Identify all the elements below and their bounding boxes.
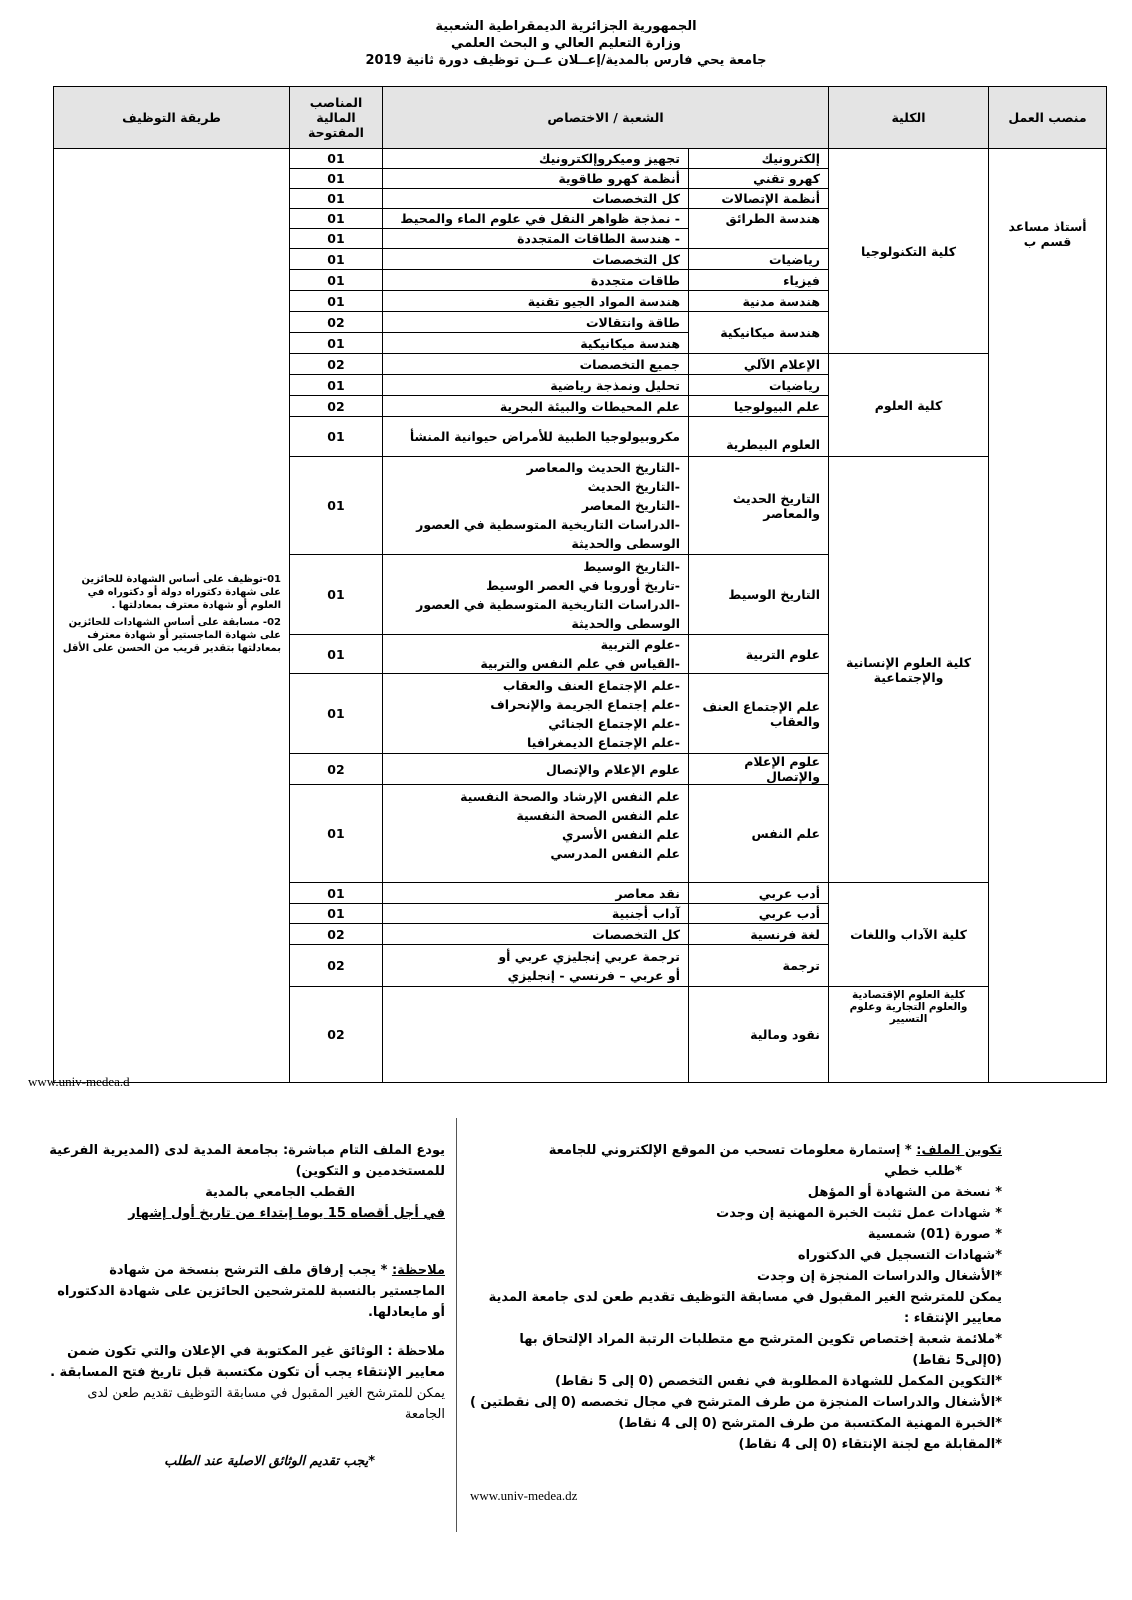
branch-cell: كهرو تقني [689, 169, 829, 189]
spec-cell: علوم الإعلام والإتصال [383, 754, 689, 785]
document-header [0, 18, 1132, 69]
spec-cell: جميع التخصصات [383, 354, 689, 375]
spec-cell: تجهيز وميكروإلكترونيك [383, 149, 689, 169]
file-line: *ملائمة شعبة إختصاص تكوين المترشح مع متطلبات الرتبة المراد الإلتحاق بها [519, 1332, 1002, 1347]
spec-cell: كل التخصصات [383, 189, 689, 209]
spec-line: الوسطى والحديثة [571, 615, 680, 631]
branch-cell: أنظمة الإتصالات [689, 189, 829, 209]
posts-cell: 01 [290, 149, 383, 169]
spec-cell: علم المحيطات والبيئة البحرية [383, 396, 689, 417]
branch-cell: رياضيات [689, 375, 829, 396]
header-method: طريقة التوظيف [54, 87, 290, 149]
spec-cell: هندسة ميكانيكية [383, 333, 689, 354]
spec-cell [383, 635, 689, 674]
method-item-2: 02- مسابقة على أساس الشهادات للحائزين على شهادة الماجستير أو شهادة معترف بمعادلتها بتقدير قريب من الحسن على الأقل [62, 616, 281, 654]
file-line: *المقابلة مع لجنة الإنتقاء (0 إلى 4 نقاط) [738, 1437, 1002, 1452]
deposit-line: يودع الملف التام مباشرة: بجامعة المدية لدى (المديرية الفرعية [49, 1143, 445, 1158]
posts-cell: 01 [290, 249, 383, 270]
file-title: تكوين الملف: [916, 1143, 1002, 1158]
posts-cell: 02 [290, 924, 383, 945]
position-cell: أستاذ مساعد قسم ب [989, 149, 1107, 1083]
posts-cell: 01 [290, 270, 383, 291]
branch-cell: فيزياء [689, 270, 829, 291]
branch-cell: الإعلام الآلي [689, 354, 829, 375]
branch-cell: علم النفس [689, 785, 829, 883]
spec-cell: - نمذجة ظواهر النقل في علوم الماء والمحيط [383, 209, 689, 229]
note-3: يمكن للمترشح الغير المقبول في مسابقة التوظيف تقديم طعن لدى الجامعة [87, 1386, 445, 1422]
file-line: * صورة (01) شمسية [867, 1227, 1002, 1242]
posts-cell: 02 [290, 354, 383, 375]
header-line-1: الجمهورية الجزائرية الديمقراطية الشعبية [435, 19, 697, 34]
file-line: *الأشغال والدراسات المنجزة من طرف المترشح في مجال تخصصه (0 إلى نقطتين ) [469, 1395, 1002, 1410]
spec-cell: مكروبيولوجيا الطبية للأمراض حيوانية المنشأ [383, 417, 689, 457]
posts-cell: 01 [290, 189, 383, 209]
file-line: *طلب خطي [884, 1164, 962, 1179]
posts-cell: 01 [290, 209, 383, 229]
posts-cell: 02 [290, 754, 383, 785]
spec-line: -علوم التربية [600, 637, 680, 652]
branch-cell: نقود ومالية [689, 987, 829, 1083]
faculty-hum: كلية العلوم الإنسانية والإجتماعية [829, 457, 989, 883]
file-line: *التكوين المكمل للشهادة المطلوبة في نفس التخصص (0 إلى 5 نقاط) [554, 1374, 1002, 1389]
header-specialty: الشعبة / الاختصاص [383, 87, 829, 149]
posts-cell: 01 [290, 291, 383, 312]
spec-cell: أنظمة كهرو طاقوية [383, 169, 689, 189]
spec-line: -تاريخ أوروبا في العصر الوسيط [486, 577, 680, 593]
posts-cell: 01 [290, 883, 383, 904]
spec-line: علم النفس الصحة النفسية [516, 808, 680, 823]
posts-cell: 01 [290, 904, 383, 924]
website-url-2[interactable]: www.univ-medea.dz [470, 1488, 578, 1503]
spec-cell: كل التخصصات [383, 924, 689, 945]
spec-cell [383, 785, 689, 883]
spec-cell [383, 945, 689, 987]
spec-cell: طاقات متجددة [383, 270, 689, 291]
header-faculty: الكلية [829, 87, 989, 149]
file-line: *الأشغال والدراسات المنجزة إن وجدت [757, 1269, 1002, 1284]
spec-cell: تحليل ونمذجة رياضية [383, 375, 689, 396]
header-posts: المناصب المالية المفتوحة [290, 87, 383, 149]
spec-cell [383, 457, 689, 555]
faculty-tech: كلية التكنولوجيا [829, 149, 989, 354]
posts-cell: 02 [290, 312, 383, 333]
file-line: * إستمارة معلومات تسحب من الموقع الإلكتروني للجامعة [548, 1143, 912, 1158]
posts-cell: 02 [290, 396, 383, 417]
method-item-1: 01-توظيف على أساس الشهادة للحائزين على شهادة دكتوراه دولة أو دكتوراه في العلوم أو شهادة معترف بمعادلتها . [81, 573, 281, 611]
posts-cell: 01 [290, 333, 383, 354]
spec-cell [383, 987, 689, 1083]
spec-cell [383, 555, 689, 635]
note-label: ملاحظة: [391, 1263, 445, 1278]
posts-cell: 01 [290, 375, 383, 396]
branch-cell: إلكترونيك [689, 149, 829, 169]
header-position: منصب العمل [989, 87, 1107, 149]
spec-cell: هندسة المواد الجيو تقنية [383, 291, 689, 312]
spec-line: -التاريخ الحديث [587, 479, 680, 494]
posts-cell: 01 [290, 635, 383, 674]
website-url-1[interactable]: www.univ-medea.d [28, 1074, 130, 1089]
file-title-line [432, 1140, 1002, 1161]
branch-cell: ترجمة [689, 945, 829, 987]
branch-cell: علوم الإعلام والإتصال [689, 754, 829, 785]
branch-cell: أدب عربي [689, 883, 829, 904]
header-line-3: جامعة يحي فارس بالمدية/إعــلان عــن توظيف دورة ثانية 2019 [365, 53, 767, 68]
posts-cell: 02 [290, 945, 383, 987]
branch-cell: علوم التربية [689, 635, 829, 674]
branch-cell: علم الإجتماع العنف والعقاب [689, 674, 829, 754]
branch-cell: لغة فرنسية [689, 924, 829, 945]
deposit-info [45, 1140, 445, 1472]
spec-line: -الدراسات التاريخية المتوسطية في العصور [416, 517, 680, 532]
branch-cell: هندسة الطرائق [689, 209, 829, 249]
posts-cell: 01 [290, 785, 383, 883]
table-header-row [54, 87, 1107, 149]
spec-line: -التاريخ المعاصر [581, 498, 680, 513]
spec-cell [383, 674, 689, 754]
faculty-sci: كلية العلوم [829, 354, 989, 457]
spec-line: الوسطى والحديثة [571, 536, 680, 551]
spec-line: -علم الإجتماع العنف والعقاب [502, 677, 680, 693]
posts-cell: 02 [290, 987, 383, 1083]
posts-cell: 01 [290, 555, 383, 635]
spec-line: -التاريخ الحديث والمعاصر [526, 460, 680, 475]
file-line: * نسخة من الشهادة أو المؤهل [807, 1185, 1002, 1200]
file-requirements [432, 1140, 1002, 1455]
spec-cell: كل التخصصات [383, 249, 689, 270]
file-line: (0إلى5 نقاط) [912, 1353, 1002, 1368]
deposit-line: للمستخدمين و التكوين) [295, 1164, 445, 1179]
spec-cell: آداب أجنبية [383, 904, 689, 924]
posts-cell: 01 [290, 417, 383, 457]
file-line: يمكن للمترشح الغير المقبول في مسابقة التوظيف تقديم طعن لدى جامعة المدية [488, 1290, 1002, 1305]
spec-line: علم النفس الإرشاد والصحة النفسية [460, 789, 680, 804]
spec-line: -علم إجتماع الجريمة والإنحراف [490, 696, 680, 712]
faculty-eco: كلية العلوم الإقتصادية والعلوم التجارية وعلوم التسيير [829, 987, 989, 1083]
note-1 [45, 1260, 445, 1323]
table-row [54, 149, 1107, 169]
branch-cell: علم البيولوجيا [689, 396, 829, 417]
branch-cell: التاريخ الوسيط [689, 555, 829, 635]
note-2: ملاحظة : الوثائق غير المكتوبة في الإعلان والتي تكون ضمن معايير الإنتقاء يجب أن تكون مكتسبة قبل تاريخ فتح المسابقة . [50, 1344, 445, 1380]
spec-cell: طاقة وانتقالات [383, 312, 689, 333]
note-4: *يجب تقديم الوثائق الاصلية عند الطلب [164, 1454, 375, 1469]
posts-cell: 01 [290, 229, 383, 249]
branch-cell: أدب عربي [689, 904, 829, 924]
file-line: معايير الإنتقاء : [903, 1311, 1002, 1326]
posts-cell: 01 [290, 457, 383, 555]
file-line: *الخبرة المهنية المكتسبة من طرف المترشح (0 إلى 4 نقاط) [618, 1416, 1002, 1431]
branch-cell: رياضيات [689, 249, 829, 270]
branch-cell: التاريخ الحديث والمعاصر [689, 457, 829, 555]
spec-line: -القياس في علم النفس والتربية [480, 656, 680, 671]
deposit-line: القطب الجامعي بالمدية [205, 1185, 355, 1200]
branch-cell: العلوم البيطرية [689, 417, 829, 457]
posts-cell: 01 [290, 169, 383, 189]
header-line-2: وزارة التعليم العالي و البحث العلمي [451, 36, 681, 51]
spec-line: -التاريخ الوسيط [583, 558, 680, 574]
spec-line: -الدراسات التاريخية المتوسطية في العصور [416, 596, 680, 612]
spec-line: ترجمة عربي إنجليزي عربي أو [498, 948, 680, 964]
branch-cell: هندسة ميكانيكية [689, 312, 829, 354]
deposit-line: في أجل أقصاه 15 يوما إبتداء من تاريخ أول إشهار [128, 1206, 445, 1221]
spec-cell: نقد معاصر [383, 883, 689, 904]
file-line: * شهادات عمل تثبت الخبرة المهنية إن وجدت [716, 1206, 1002, 1221]
method-cell [54, 149, 290, 1083]
recruitment-table [53, 86, 1107, 1083]
note-text: * يجب إرفاق ملف الترشح بنسخة من شهادة الماجستير بالنسبة للمترشحين الحائزين على شهادة الدكتوراه أو مايعادلها. [57, 1263, 445, 1320]
spec-cell: - هندسة الطاقات المتجددة [383, 229, 689, 249]
spec-line: -علم الإجتماع الديمغرافيا [526, 734, 680, 750]
posts-cell: 01 [290, 674, 383, 754]
spec-line: علم النفس الأسري [561, 827, 680, 842]
spec-line: -علم الإجتماع الجنائي [548, 715, 680, 731]
branch-cell: هندسة مدنية [689, 291, 829, 312]
spec-line: أو عربي – فرنسي - إنجليزي [507, 967, 680, 983]
spec-line: علم النفس المدرسي [550, 846, 680, 861]
file-line: *شهادات التسجيل في الدكتوراه [797, 1248, 1002, 1263]
faculty-lit: كلية الآداب واللغات [829, 883, 989, 987]
